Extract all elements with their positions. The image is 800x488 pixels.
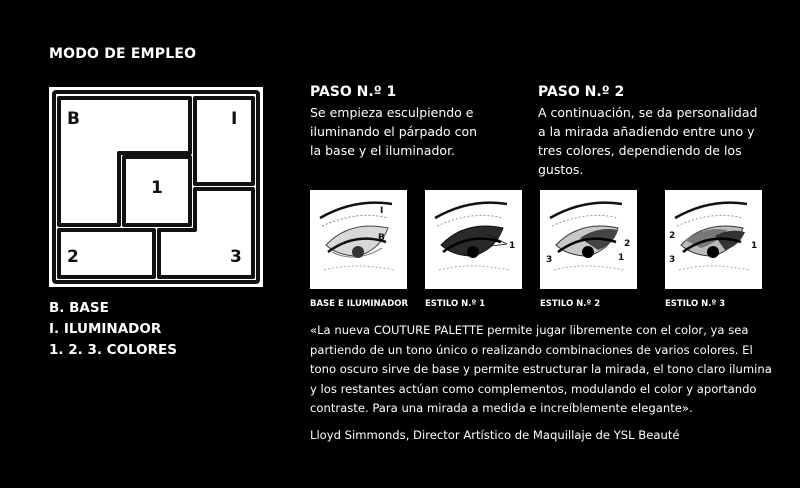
eye-4-label-1: 1 [751, 241, 758, 251]
eye-3-label-3: 3 [546, 255, 553, 265]
eye-3-label-1: 1 [618, 253, 625, 263]
palette-label-color-2: 2 [67, 247, 79, 267]
eye-caption-style-1: ESTILO N.º 1 [425, 299, 486, 309]
eye-4-label-2: 2 [669, 231, 676, 241]
palette-diagram [49, 87, 263, 287]
eye-caption-base-illuminator: BASE E ILUMINADOR [310, 299, 409, 309]
eye-4-label-3: 3 [669, 255, 676, 265]
eye-1-label-i: I [380, 206, 384, 216]
eye-diagram-style-3 [665, 190, 762, 289]
eye-3-label-2: 2 [624, 239, 631, 249]
eye-caption-style-3: ESTILO N.º 3 [665, 299, 726, 309]
legend-item-base: B. BASE [49, 300, 109, 316]
quote-attribution: Lloyd Simmonds, Director Artístico de Maquillaje de YSL Beauté [310, 428, 680, 442]
step-1-title: PASO N.º 1 [310, 84, 397, 100]
legend-item-illuminator: I. ILUMINADOR [49, 321, 162, 337]
palette-label-color-3: 3 [230, 247, 242, 267]
eye-caption-style-2: ESTILO N.º 2 [540, 299, 601, 309]
eye-diagram-base-illuminator [310, 190, 407, 289]
eye-2-label-1: 1 [509, 241, 516, 251]
step-2-text: A continuación, se da personalidad a la mirada añadiendo entre uno y tres colores, dependiendo de los gustos. [538, 105, 758, 177]
designer-quote: «La nueva COUTURE PALETTE permite jugar libremente con el color, ya sea partiendo de un tono único o realizando combinaciones de varios colores. El tono oscuro sirve de base y permite estructurar la mirada, el tono claro ilumina y los restantes actúan como complementos, modulando el color y aportando contraste. Para una mirada a medida e increíblemente elegante». [310, 323, 772, 415]
step-2-title: PASO N.º 2 [538, 84, 625, 100]
page-heading: MODO DE EMPLEO [49, 46, 197, 62]
eye-diagram-style-2 [540, 190, 637, 289]
eye-1-label-b: B [378, 233, 385, 243]
palette-label-illuminator: I [231, 109, 238, 129]
palette-legend [49, 298, 177, 361]
legend-item-colors: 1. 2. 3. COLORES [49, 342, 177, 358]
palette-label-color-1: 1 [151, 178, 163, 198]
eye-diagram-style-1 [425, 190, 522, 289]
palette-label-base: B [67, 109, 80, 129]
step-1-text: Se empieza esculpiendo e iluminando el párpado con la base y el iluminador. [310, 105, 478, 158]
